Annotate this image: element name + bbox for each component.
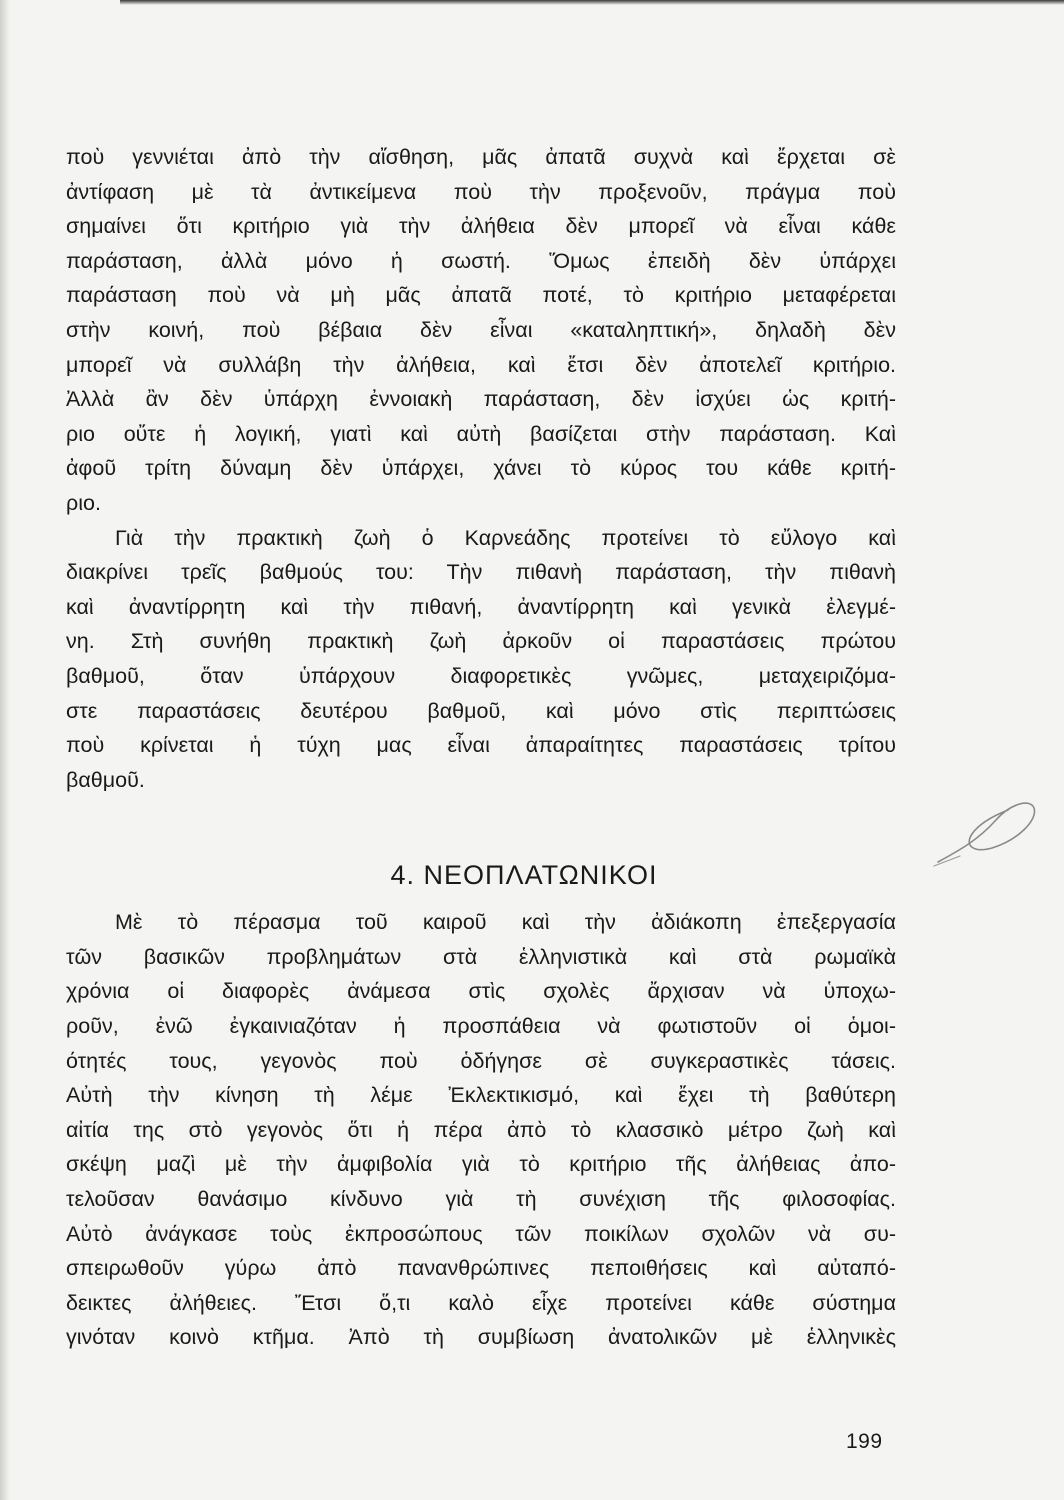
text-line: μπορεῖ νὰ συλλάβη τὴν ἀλήθεια, καὶ ἔτσι δὲν ἀποτελεῖ κριτήριο.: [66, 352, 896, 377]
text-line: δεικτες ἀλήθειες. Ἔτσι ὅ,τι καλὸ εἶχε προτείνει κάθε σύστημα: [66, 1290, 896, 1315]
text-line: ροῦν, ἐνῶ ἐγκαινιαζόταν ἡ προσπάθεια νὰ φωτιστοῦν οἱ ὁμοι-: [66, 1014, 896, 1039]
text-line: σπειρωθοῦν γύρω ἀπὸ πανανθρώπινες πεποιθήσεις καὶ αὐταπό-: [66, 1256, 896, 1281]
text-line: ριο.: [66, 490, 101, 515]
text-line: ποὺ κρίνεται ἡ τύχη μας εἶναι ἀπαραίτητες παραστάσεις τρίτου: [66, 733, 896, 758]
paragraph-3: [66, 905, 896, 1355]
page-body: [66, 140, 896, 1355]
text-line: στε παραστάσεις δευτέρου βαθμοῦ, καὶ μόνο στὶς περιπτώσεις: [66, 698, 896, 723]
text-line: Μὲ τὸ πέρασμα τοῦ καιροῦ καὶ τὴν ἀδιάκοπη ἐπεξεργασία: [115, 910, 896, 935]
text-line: ριο οὔτε ἡ λογική, γιατὶ καὶ αὐτὴ βασίζεται στὴν παράσταση. Καὶ: [66, 421, 896, 446]
text-line: στὴν κοινή, ποὺ βέβαια δὲν εἶναι «καταληπτική», δηλαδὴ δὲν: [66, 317, 896, 342]
text-line: χρόνια οἱ διαφορὲς ἀνάμεσα στὶς σχολὲς ἄρχισαν νὰ ὑποχω-: [66, 979, 896, 1004]
text-line: Ἀλλὰ ἂν δὲν ὑπάρχη ἐννοιακὴ παράσταση, δὲν ἰσχύει ὡς κριτή-: [66, 387, 896, 412]
paragraph-2: [66, 521, 896, 798]
text-line: τῶν βασικῶν προβλημάτων στὰ ἑλληνιστικὰ καὶ στὰ ρωμαϊκὰ: [66, 944, 896, 969]
text-line: ποὺ γεννιέται ἀπὸ τὴν αἴσθηση, μᾶς ἀπατᾶ συχνὰ καὶ ἔρχεται σὲ: [66, 145, 896, 169]
text-line: βαθμοῦ.: [66, 767, 145, 792]
text-line: παράσταση, ἀλλὰ μόνο ἡ σωστή. Ὅμως ἐπειδὴ δὲν ὑπάρχει: [66, 248, 896, 273]
text-line: Γιὰ τὴν πρακτικὴ ζωὴ ὁ Καρνεάδης προτείνει τὸ εὔλογο καὶ: [115, 525, 896, 550]
page-number: 199: [846, 1430, 883, 1453]
text-line: τελοῦσαν θανάσιμο κίνδυνο γιὰ τὴ συνέχιση τῆς φιλοσοφίας.: [66, 1187, 896, 1212]
section-heading: 4. ΝΕΟΠΛΑΤΩΝΙΚΟΙ: [390, 860, 658, 891]
text-line: γινόταν κοινὸ κτῆμα. Ἀπὸ τὴ συμβίωση ἀνατολικῶν μὲ ἑλληνικὲς: [66, 1325, 896, 1350]
text-line: Αὐτὸ ἀνάγκασε τοὺς ἐκπροσώπους τῶν ποικίλων σχολῶν νὰ συ-: [66, 1221, 896, 1246]
text-line: σκέψη μαζὶ μὲ τὴν ἀμφιβολία γιὰ τὸ κριτήριο τῆς ἀλήθειας ἀπο-: [66, 1152, 896, 1177]
scan-shadow-top: [120, 0, 1064, 5]
text-line: νη. Στὴ συνήθη πρακτικὴ ζωὴ ἀρκοῦν οἱ παραστάσεις πρώτου: [66, 629, 896, 654]
text-line: καὶ ἀναντίρρητη καὶ τὴν πιθανή, ἀναντίρρητη καὶ γενικὰ ἐλεγμέ-: [66, 594, 896, 619]
text-line: αἰτία της στὸ γεγονὸς ὅτι ἡ πέρα ἀπὸ τὸ κλασσικὸ μέτρο ζωὴ καὶ: [66, 1117, 896, 1142]
text-line: διακρίνει τρεῖς βαθμούς του: Τὴν πιθανὴ παράσταση, τὴν πιθανὴ: [66, 560, 896, 585]
text-line: σημαίνει ὅτι κριτήριο γιὰ τὴν ἀλήθεια δὲν μπορεῖ νὰ εἶναι κάθε: [66, 214, 896, 239]
pencil-scribble-icon: [930, 790, 1040, 880]
text-line: Αὐτὴ τὴν κίνηση τὴ λέμε Ἐκλεκτικισμό, καὶ ἔχει τὴ βαθύτερη: [66, 1083, 896, 1108]
text-line: ἀφοῦ τρίτη δύναμη δὲν ὑπάρχει, χάνει τὸ κύρος του κάθε κριτή-: [66, 456, 896, 481]
scribble-stroke: [938, 803, 1035, 862]
text-line: βαθμοῦ, ὅταν ὑπάρχουν διαφορετικὲς γνῶμες, μεταχειριζόμα-: [66, 663, 896, 688]
paragraph-1: [66, 140, 896, 521]
text-line: παράσταση ποὺ νὰ μὴ μᾶς ἀπατᾶ ποτέ, τὸ κριτήριο μεταφέρεται: [66, 283, 896, 308]
text-line: ἀντίφαση μὲ τὰ ἀντικείμενα ποὺ τὴν προξενοῦν, πράγμα ποὺ: [66, 179, 896, 204]
text-line: ότητές τους, γεγονὸς ποὺ ὁδήγησε σὲ συγκεραστικὲς τάσεις.: [66, 1048, 896, 1073]
scan-shadow-left: [0, 0, 10, 1500]
